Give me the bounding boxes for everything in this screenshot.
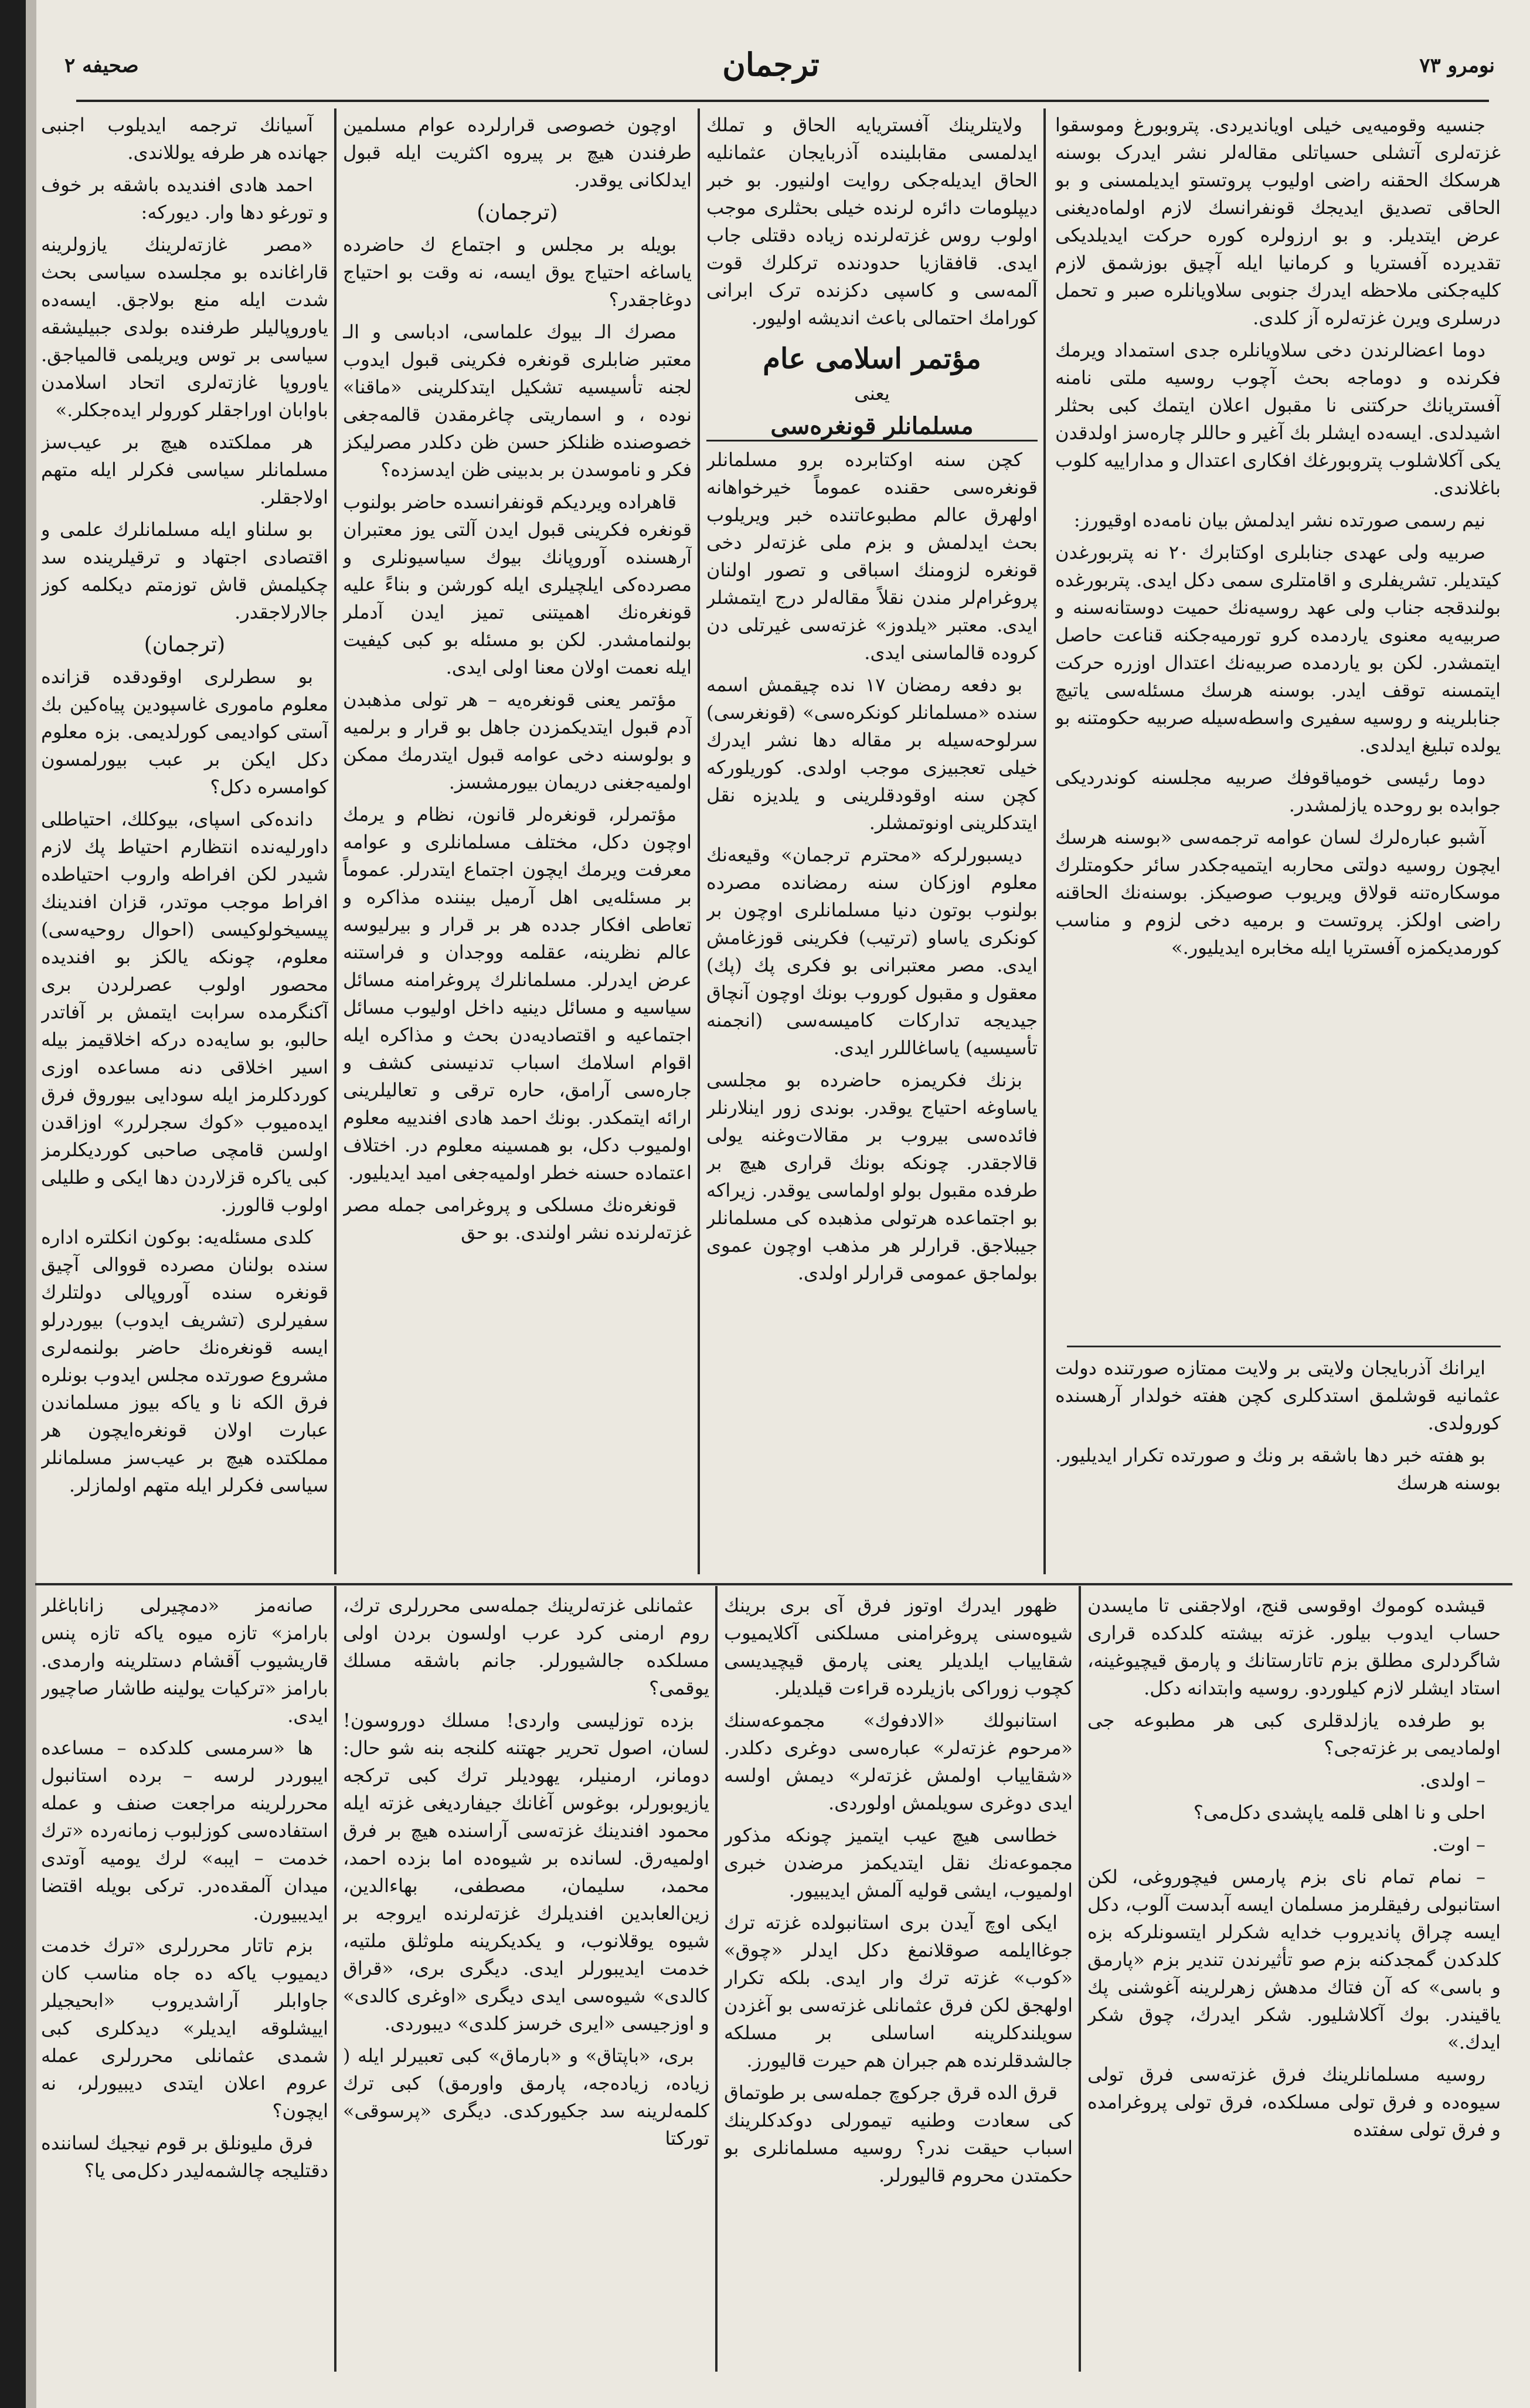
paragraph: ایکی اوچ آیدن بری استانبولده غزته ترك جوغاایلمه صوقلانمغ دکل ایدلر «چوق» «کوب» غزته ترك وار ایدی. بلکه تکرار اولهجق لکن فرق عثمانلی غزته‌سی بو آغزدن سویلندکلرینه اساسلی بر مسلکه جالشدقلرنده هم جبران هم حیرت قالیورز. <box>724 1911 1073 2071</box>
paragraph: روسیه مسلمانلرینك فرق غزته‌سی فرق تولی سیوه‌ده و فرق تولی مسلکده، فرق تولی پروغرامده و فرق تولی سفتده <box>1087 2063 1501 2141</box>
paragraph: هر مملکتده هیچ بر عیب‌سز مسلمانلر سیاسی فکرلر ایله متهم اولاجقلر. <box>41 431 328 508</box>
article-divider <box>1067 1346 1501 1347</box>
signature: (ترجمان) <box>144 633 226 657</box>
bottom-column-1 <box>1087 1592 1501 2372</box>
paragraph: قاهراده ویردیکم قونفرانسده حاضر بولنوب قونغره فکرینی قبول ایدن آلتی یوز معتبران آرهسنده آوروپانك بیوك سیاسیونلری و مصرده‌کی ایلچیلری ایله کورشن و بناءً علیه قونغره‌نك اهمیتنی تمیز ایدن آدملر بولنمامشدر. لکن بو مسئله بو کبی کیفیت ایله نعمت اولان معنا اولی ایدی. <box>343 491 692 678</box>
paragraph: دیسبورلرکه «محترم ترجمان» وقیعه‌نك معلوم اوزکان سنه رمضانده مصرده بولنوب بوتون دنیا مسلمانلری اوچون بر کونکری یاساو (ترتیب) فکرینی قوزغامش ایدی. مصر معتبرانی بو فکری پك (پك) معقول و مقبول کوروب بونك اوچون آنچاق جیدیجه تدارکات کامیسه‌سی (انجمنه تأسیسیه) یاساغاللرر ایدی. <box>706 844 1038 1059</box>
paragraph: صربیه ولی عهدی جنابلری اوکتابرك ۲۰ نه پتربورغدن کیتدیلر. تشریفلری و اقامتلری سمی دکل ایدی. پتربورغده بولندقجه جناب ولی عهد روسیه‌نك حمیت دوستانه‌سنه و صربیه‌یه معنوی یاردمده کرو تورمیه‌جکنه قناعت حاصل ایتمشدر. لکن بو یاردمده صربیه‌نك اعتدال اوزره حرکت ایتمسنه توقف ایدر. بوسنه هرسك مسئله‌سی یاتیچ جنابلرینه و روسیه سفیری واسطه‌سیله صربیه حکومتنه بو یولده تبلیغ ایدلدی. <box>1055 541 1501 756</box>
page-number: صحیفه ۲ <box>64 54 139 77</box>
column-4 <box>41 111 328 1577</box>
paragraph: بو سطرلری اوقودقده قزانده معلوم ماموری غاسپودین پیاه‌کین بك آستی کوادیمی کورلدیمی. بزه معلوم دکل ایکن بر عبب بیورلمسون کوامسره دکل؟ <box>41 665 328 798</box>
paragraph: بزنك فکریمزه حاضرده بو مجلسی یاساوغه احتیاج یوقدر. بوندی زور اینلارنلر فائده‌سی بیروب بر مقالات‌وغنه یولی قالاجقدر. چونکه بونك قراری هیچ بر طرفده مقبول بولو اولماسی یوقدر. زیراکه بو اجتماعده هرتولی مذهبده کی مسلمانلر جیبلاجق. قرارلر هر مذهب اوچون عموی بولماجق عمومی قرارلر اولدی. <box>706 1069 1038 1284</box>
paragraph: قونغره‌نك مسلکی و پروغرامی جمله مصر غزته‌لرنده نشر اولندی. بو حق <box>343 1194 692 1244</box>
column-2 <box>706 111 1038 1577</box>
paragraph: کچن سنه اوکتابرده برو مسلمانلر قونغره‌سی حقنده عموماً خیرخواهانه اولهرق عالم مطبوعاتنده خبر ویریلوب بحث ایدلمش و بزم ملی غزته‌لر دخی قونغره لزومنك اسباقی و تصور اولنان پروغرام‌لر مندن نقلاً مقاله‌لر درج ایتمشلر ایدی. معتبر «یلدوز» غزته‌سی غیرتلی دن کروده قالماسنی ایدی. <box>706 449 1038 664</box>
paragraph: ولایتلرینك آفستریایه الحاق و تملك ایدلمسی مقابلینده آذربایجان عثمانلیه الحاق ایدیله‌جکی روایت اولنیور. بو خبر دیپلومات دائره لرنده خیلی بحثلری موجب اولوب روس غزته‌لرنده زیاده دقتلی جاب ایدی. قافقازیا حدودنده ترکلرك قوت آلمه‌سی و کاسپی دکزنده ترک ابرانی کورامك احتمالی باعث اندیشه اولیور. <box>706 114 1038 329</box>
paragraph: دانده‌کی اسپای، بیوکلك، احتیاطلی داورلیه‌نده انتظارم احتیاط پك لازم شیدر لکن افراطه واروب احتیاطده افراط موجب موتدر، قزان افندینك پیسیخولوکیسی (احوال روحیه‌سی) معلوم، چونکه یالکز بو افندیده محصور اولوب عصرلردن بری آکنگرمده سرابت ایتمش بر آفاتدر حالبو، بو سایه‌ده درکه اخلاقیمز بیله اسیر اخلاقی دنه مساعده اوزی کوردکلرمز ایله سودایی بیوروق فرق ایده‌میوب «کوك سجرلرر» اوزاقدن اولسن قامچی صاحبی کوردیکلرمز کبی یاکره قزلاردن دها ایکی و طلیلی اولوب قالورز. <box>41 808 328 1216</box>
column-3 <box>343 111 692 1577</box>
column-divider <box>715 1586 718 2372</box>
paragraph: مؤتمرلر، قونغره‌لر قانون، نظام و یرمك اوچون دکل، مختلف مسلمانلری و عوامه معرفت ویرمك ایچون اجتماع ایتدرلر. عموماً بر مسئله‌یی اهل آرمیل بیننده مذاکره و تعاطی افکار جدده هر بر قرار و بیرلیوسه عالم نظرینه، عقلمه ووجدان و فراستنه عرض ایدرلر. مسلمانلرك پروغرامنه مسائل سیاسیه و مسائل دینیه داخل اولیوب مسائل اجتماعیه و اقتصادیه‌دن بحث و مذاکره ایله اقوام اسلامك اسباب تدنیسنی کشف و جاره‌سی آرامق، حاره ترقی و تعالیلرینی ارائه ایتمکدر. بونك احمد هادی افندییه معلوم اولمیوب دكل، بو همسینه معلوم در. اختلاف اعتماده حسنه خطر اولمیه‌جغی امید ایدیلیور. <box>343 803 692 1184</box>
bottom-column-4 <box>41 1592 328 2372</box>
newspaper-title: ترجمان <box>722 46 820 83</box>
paragraph: دوما اعضالرندن دخی سلاویانلره جدی استمداد ویرمك فکرنده و دوماجه بحث آچوب روسیه ملتی نامنه آفستریانك حرکتنی نا مقبول اعلان ایتمك کبی بحثلر اشیدلدی. ایسه‌ده ایشلر بك آغیر و حاللر چاره‌سز اولدقدن یکی آکلاشلوب پتروبورغك افکاری اعتدال و مداراییه کلوب باغلاندی. <box>1055 339 1501 499</box>
paragraph: نیم رسمی صورتده نشر ایدلمش بیان نامه‌ده اوقیورز: <box>1073 509 1485 531</box>
paragraph: بری، «باپتاق» و «بارماق» کبی تعبیرلر ایله ( زیاده، زیاده‌جه، پارمق واورمق) کبی ترك کلمه‌لرینه سد جکیورکدی. دیگری «پرسوقی» تورکتا <box>343 2044 709 2149</box>
paragraph: احمد هادی افندیده باشقه بر خوف و تورغو دها وار. دیورکه: <box>41 174 328 223</box>
paragraph: قرق الده قرق جرکوچ جمله‌سی بر طوتماق کی سعادت وطنیه تیمورلی دوکدکلرینك اسباب حیقت ندر؟ روسیه مسلمانلری بو حکمتدن محروم قالیورلر. <box>724 2081 1073 2186</box>
paragraph: مصرك الـ بیوك علماسی، ادباسی و الـ معتبر ضابلری قونغره فکرینی قبول ایدوب لجنه تأسیسیه تشکیل ایتدکلرینی «ماقنا» نوده ، و اسماریتی چاغرمقدن قالمه‌جغی خصوصنده ظنلکز حسن ظن دکلدر مصرلیکز فکر و ناموسدن بر بدبینی ظن ایدسزده؟ <box>343 321 692 481</box>
masthead <box>41 41 1501 106</box>
paragraph: بو دفعه رمضان ۱۷ نده چیقمش اسمه سنده «مسلمانلر کونکره‌سی» (قونغرسی) سرلوحه‌سیله بر مقاله دها نشر ایدرك خیلی تعجبیزی موجب اولدی. کوریلورکه کچن سنه اوقودقلرینی و یلدیزه نقل ایتدکلرینی اونوتمشلر. <box>706 674 1038 834</box>
column-divider <box>1043 108 1046 1574</box>
paragraph: آسیانك ترجمه ایدیلوب اجنبی جهانده هر طرفه یوللاندی. <box>41 114 328 164</box>
masthead-rule <box>76 100 1489 102</box>
paragraph: بو هفته خبر دها باشقه بر ونك و صورتده تکرار ایدیلیور. بوسنه هرسك <box>1055 1444 1501 1494</box>
paragraph: فرق ملیونلق بر قوم نیجیك لساننده دقتلیجه چالشمه‌لیدر دکل‌می یا؟ <box>41 2132 328 2182</box>
paragraph: «مصر غازته‌لرینك یازولرینه قاراغانده بو مجلسده سیاسی بحث شدت ایله منع بولاجق. ایسه‌ده یاوروپالیلر طرفنده بولدی جبیلیشقه سیاسی بر توس ویریلمی قالمیاجق. یاوروپا غازته‌لری اتحاد اسلامدن باوابان اوراجقلر کورولر ایده‌جکلر.» <box>41 233 328 421</box>
column-divider <box>1079 1586 1081 2372</box>
paragraph: بویله بر مجلس و اجتماع ك حاضرده یاساغه احتیاج یوق ایسه، نه وقت بو احتیاج دوغاجقدر؟ <box>343 233 692 311</box>
scan-edge-shadow <box>26 0 36 2408</box>
bottom-column-2 <box>724 1592 1073 2372</box>
paragraph: – نمام تمام نای بزم پارمس فیچوروغی، لکن استانبولی رفیقلرمز مسلمان ایسه آبدست آلوب، دکل ایسه چراق پاندیروب خدایه شکرلر ایتسونلرکه بزه کلدکدن گمجدکنه بزم صو تأثیرندن تندیر بزم «پارمق و باسی» که آن فتاك مدهش زهرلرینه آغوشنی پك یاقیندر. بوك آکلاشلیور. شکر ایدرك، چوق شکر ایدك.» <box>1087 1866 1501 2053</box>
column-divider <box>698 108 700 1574</box>
article-subtitle: یعنی <box>854 382 890 405</box>
signature: (ترجمان) <box>477 201 558 225</box>
column-divider <box>334 108 336 1574</box>
paragraph: – اولدی. <box>1419 1769 1485 1791</box>
paragraph: دوما رئیسی خومیاقوفك صربیه مجلسنه کوندردیکی جوابده بو روحده یازلمشدر. <box>1055 766 1501 816</box>
paragraph: بزم تاتار محررلری «ترك خدمت دیمیوب یاکه ده جاه مناسب کان جاوابلر آراشدیروب «ابحیجیلر اییشلوقه ایدیلر» دیدکلری کبی شمدی عثمانلی محررلری عمله عروم اعلان ایتدی دیبیورلر، نه ایچون؟ <box>41 1934 328 2122</box>
paragraph: احلی و نا اهلی قلمه یاپشدی دکل‌می؟ <box>1193 1801 1485 1823</box>
paragraph: آشبو عباره‌لرك لسان عوامه ترجمه‌سی «بوسنه هرسك ایچون روسیه دولتی محاربه ایتمیه‌جکدر سائر حکومتلرك موسکاره‌تنه قولاق ویریوب صوصیکز. بوسنه‌نك الحاقنه راضی اولکز. پروتست و برمیه دخی لزوم و مناسب کورمدیکمزه آفستریا ایله مخابره ایدیلیور.» <box>1055 826 1501 959</box>
paragraph: ها «سرمسی کلدکده – مساعده ایبوردر لرسه – برده استانبول محررلرینه مراجعت صنف و عمله استفاده‌سی کوزلبوب زمانه‌رده «ترك خدمت – ایبه» لرك یومیه آوتدی میدان آلمقده‌در. ترکی بویله اقتضا ایدیبیورن. <box>41 1737 328 1924</box>
paragraph: ایرانك آذربایجان ولایتی بر ولایت ممتازه صورتنده دولت عثمانیه قوشلمق استدکلری کچن هفته خولدار آرهسنده کورولدی. <box>1055 1357 1501 1434</box>
paragraph: عثمانلی غزته‌لرینك جمله‌سی محررلری ترك، روم ارمنی کرد عرب اولسون بردن اولی مسلکده جالشیورلر. جانم باشقه مسلك یوقمی؟ <box>343 1594 709 1699</box>
paragraph: خطاسی هیچ عیب ایتمیز چونکه مذکور مجموعه‌نك نقل ایتدیکمز مرضدن خبری اولمیوب، ایشی قولیه آلمش ایدیبیور. <box>724 1824 1073 1901</box>
scan-edge-dark <box>0 0 26 2408</box>
section-divider <box>35 1583 1512 1585</box>
paragraph: اوچون خصوصی قرارلرده عوام مسلمین طرفندن هیچ بر پیروه اکثریت ایله قبول ایدلکانی یوقدر. <box>343 114 692 191</box>
paragraph: قیشده کوموك اوقوسی قنج، اولاجقنی تا مایسدن حساب ایدوب بیلور. غزته بیشته کلدکده قراری شاگردلری مطلق بزم تاتارستانك و پارمق قیچیوغینه، استاد ایشلر لازم کیلوردو. روسیه وابتدانه دکل. <box>1087 1594 1501 1699</box>
column-divider <box>334 1586 336 2372</box>
paragraph: مؤتمر یعنی قونغره‌یه – هر تولی مذهبدن آدم قبول ایتدیکمزدن جاهل بو قرار و برلمیه و بولوسنه دخی عوامه قبول ایتدرمك ممکن اولمیه‌جغنی دریمان بیورمشسز. <box>343 688 692 793</box>
bottom-column-3 <box>343 1592 709 2372</box>
issue-number: نومرو ۷۳ <box>1419 54 1495 77</box>
paragraph: صانه‌مز «دمچیرلی زاناباغلر بارامز» تازه میوه یاکه تازه پنس قاریشیوب آقشام دستلرینه وارمدی. بارامز «ترکیات یولینه طاشار صاچیور ایدی. <box>41 1594 328 1727</box>
paragraph: بو سلناو ایله مسلمانلرك علمی و اقتصادی اجتهاد و ترقیلرینده سد چکیلمش قاش توزمتم دیکلمه کوز جالارلاجقدر. <box>41 518 328 623</box>
column-1 <box>1055 111 1501 1378</box>
paragraph: استانبولك «الادفوك» مجموعه‌سنك «مرحوم غزته‌لر» عباره‌سی دوغری دکلدر. «شقاییاب اولمش غزته‌لر» دیمش اولسه ایدی دوغری سویلمش اولوردی. <box>724 1709 1073 1814</box>
paragraph: بزده توزلیسی واردی! مسلك دوروسون! لسان، اصول تحریر جهتنه کلنجه بنه شو حال: دومانر، ارمنیلر، یهودیلر ترك کبی ترکجه یازیوبورلر، بوغوس آغانك جیفاردیغی غزته ایله محمود افندینك غزته‌سی آراسنده هیچ بر فرق اولمیه‌رق. لسانده بر شیوه‌ده اما بزده احمد، محمد، سلیمان، مصطفی، بهاءالدین، زین‌العابدین افندیلرك غزته‌لرنده ایروجه بر شیوه یوقلانوب، و یکدیکرینه ملوثلق ملتیه، خدمت ایدیبورلر ایدی. دیگری بری، «قراق کالدی» شیوه‌سی ایدی دیگری «اوغری کالدی» و اوزجیسی «ایری خرسز کلدی» دیبوردی. <box>343 1709 709 2035</box>
paragraph: بو طرفده یازلدقلری کبی هر مطبوعه جی اولمادیمی بر غزته‌جی؟ <box>1087 1709 1501 1759</box>
paragraph: ظهور ایدرك اوتوز فرق آی بری برینك شیوه‌سنی پروغرامنی مسلکنی آکلایمیوب شقاییاب ایلدیلر یعنی پارمق قیچیدیسی کچوب زوراکی بازیلرده قراءت قیلدیلر. <box>724 1594 1073 1699</box>
article-subtitle: مسلمانلر قونغره‌سی <box>706 412 1038 441</box>
paragraph: کلدی مسئله‌یه: بوکون انکلتره اداره سنده بولنان مصرده قووالی آچیق قونغره سنده آوروپالی دولتلرك سفیرلری (تشریف ایدوب) بیوردرلو ایسه قونغره‌نك حاضر بولنمه‌لری مشروع صورتده مجلس ایدوب بونلره فرق الکه نا و یاکه بیوز مسلماندن عبارت اولان قونغره‌ایچون هر مملکتده هیچ بر عیب‌سز مسلمانلر سیاسی فکرلر ایله متهم اولمازلر. <box>41 1226 328 1496</box>
article-title: مؤتمر اسلامی عام <box>763 342 981 375</box>
column-1-bottom <box>1055 1354 1501 1577</box>
paragraph: جنسیه وقومیه‌یی خیلی اویاندیردی. پتروبورغ وموسقوا غزته‌لری آتشلی حسیاتلی مقاله‌لر نشر ایدرک بوسنه هرسکك الحقنه راضی اولیوب پروتستو ایدیلمسنی و بو الحاقی تصدیق ایدیجك قونفرانسك لازم اولماه‌دیغنی عرض ایتدیلر. و بو ارزولره کوره حرکت ایدیلدیکی تقدیرده آفستریا و کرمانیا ایله آچیق بوزشمق لازم کلیه‌جکنی ملاحظه ایدرك جنوبی سلاویانلره صبر و تحمل درسلری ویرن غزته‌لره آز کلدی. <box>1055 114 1501 329</box>
paragraph: – اوت. <box>1432 1833 1485 1856</box>
